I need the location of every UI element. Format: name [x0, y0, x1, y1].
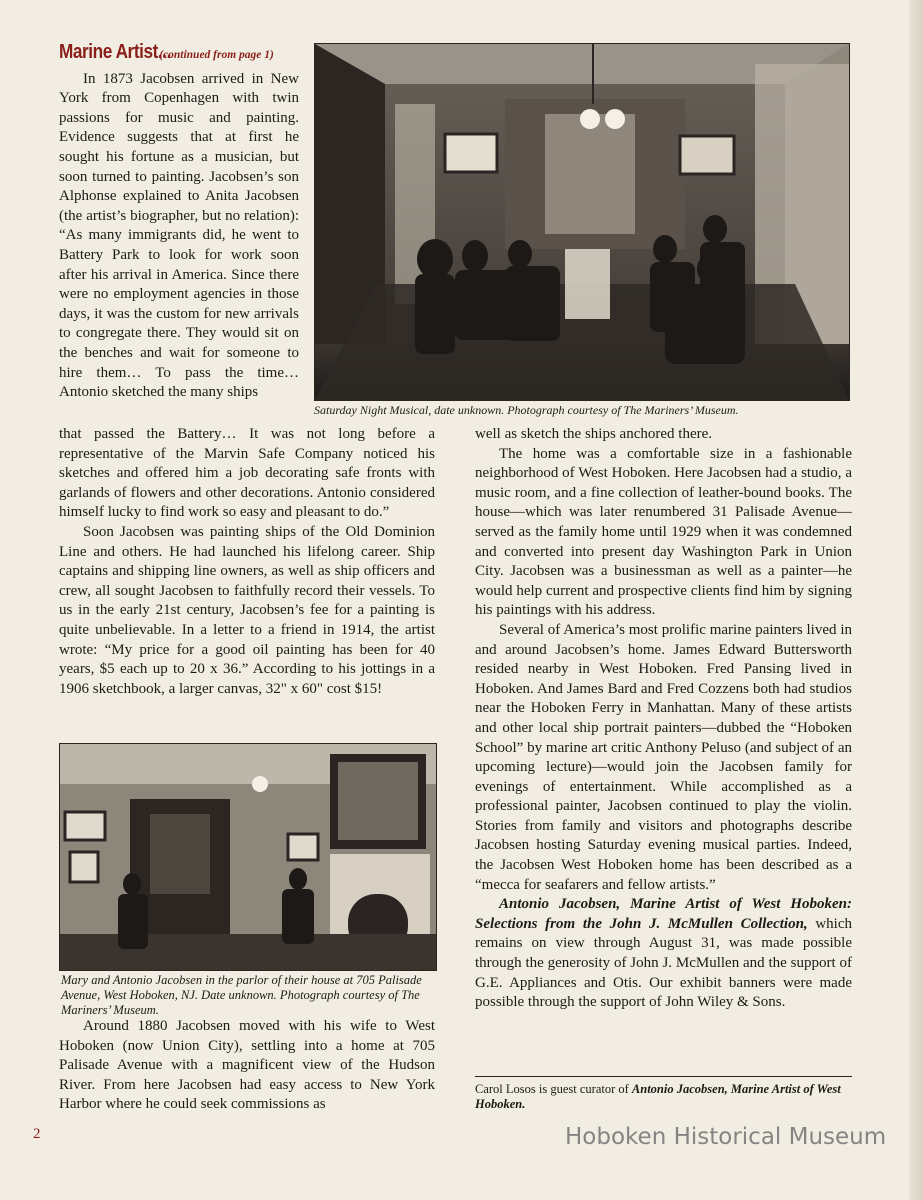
page-edge — [909, 0, 923, 1200]
heading-title: Marine Artist... — [59, 41, 171, 63]
column-2 — [475, 425, 852, 1013]
photo-parlor-caption: Mary and Antonio Jacobsen in the parlor of their house at 705 Palisade Avenue, West Hoboken, NJ. Date unknown. Photograph courtesy of The Mariners’ Museum. — [61, 973, 422, 1017]
photo-parlor — [59, 743, 437, 971]
museum-watermark: Hoboken Historical Museum — [565, 1124, 887, 1150]
paragraph-credits — [475, 895, 852, 1013]
paragraph: that passed the Battery… It was not long before a representative of the Marvin Safe Company noticed his sketches and offered him a job decorating safe fronts with garlands of flowers and other decorations. Antonio considered himself lucky to find work so easy and pleasant to do.” — [59, 426, 435, 521]
parlor-photo-image — [60, 744, 436, 970]
paragraph: The home was a comfortable size in a fashionable neighborhood of West Hoboken. Here Jacobsen had a studio, a music room, and a fine collection of leather-bound books. The house—which was later renumbered 31 Palisade Avenue—served as the family home until 1929 when it was condemned and converted into present day Washington Park in Union City. Jacobsen was a businessman as well as a painter—he would help current and prospective clients find him by signing his paintings with his address. — [475, 445, 852, 619]
page-number: 2 — [33, 1126, 41, 1142]
column-1-middle — [59, 425, 435, 699]
footnote-title: Antonio Jacobsen, Marine Artist of West Hoboken. — [475, 1082, 841, 1111]
credits-text: which remains on view through August 31, was made possible through the generosity of John J. McMullen and the support of G.E. Appliances and Otis. Our exhibit banners were made possible through the support of John Wiley & Sons. — [475, 915, 852, 1011]
paragraph: well as sketch the ships anchored there. — [475, 426, 713, 442]
column-1-top — [59, 43, 299, 403]
footnote-text: Carol Losos is guest curator of — [475, 1082, 632, 1096]
footnote-rule — [475, 1076, 852, 1077]
footnote — [475, 1082, 860, 1112]
photo-musical — [314, 43, 850, 401]
paragraph: Soon Jacobsen was painting ships of the Old Dominion Line and others. He had launched his lifelong career. Ship captains and shipping line owners, as well as ship officers and crew, all sought Jacobsen to faithfully record their vessels. To us in the early 21st century, Jacobsen’s fee for a painting is quite unbelievable. In a letter to a friend in 1914, the artist wrote: “My price for a good oil painting has been for 40 years, $5 each up to 20 x 36.” According to his jottings in a 1906 sketchbook, a larger canvas, 32" x 60" cost $15! — [59, 523, 435, 697]
column-1-bottom — [59, 1017, 435, 1115]
paragraph: In 1873 Jacobsen arrived in New York from Copenhagen with twin passions for music and painting. Evidence suggests that at first he sought his fortune as a musician, but soon turned to painting. Jacobsen’s son Alphonse explained to Anita Jacobsen (the artist’s biographer, but no relation): “As many immigrants did, he went to Battery Park to look for work soon after his arrival in America. Since there were no employment agencies in those days, it was the custom for new arrivals to congregate there. They would sit on the benches and wait for someone to hire them… To pass the time… Antonio sketched the many ships — [59, 70, 299, 401]
article-heading — [59, 43, 299, 66]
paragraph: Around 1880 Jacobsen moved with his wife to West Hoboken (now Union City), settling into a home at 705 Palisade Avenue with a magnificent view of the Hudson River. From here Jacobsen had easy access to New York Harbor where he could seek commissions as — [59, 1018, 435, 1113]
heading-continued: (continued from page 1) — [159, 49, 274, 61]
exhibit-title: Antonio Jacobsen, Marine Artist of West Hoboken: Selections from the John J. McMullen Collection, — [475, 896, 852, 932]
photo-musical-caption: Saturday Night Musical, date unknown. Photograph courtesy of The Mariners’ Museum. — [314, 403, 739, 417]
musical-photo-image — [315, 44, 849, 400]
paragraph: Several of America’s most prolific marine painters lived in and around Jacobsen’s home. James Edward Buttersworth resided nearby in West Hoboken. Fred Pansing lived in Hoboken. And James Bard and Fred Cozzens both had studios near the Hoboken Ferry in Manhattan. Many of these artists and other local ship portrait painters—dubbed the “Hoboken School” by marine art critic Anthony Peluso (and subject of an upcoming lecture)—would join the Jacobsen family for evenings of entertainment. While accomplished as a professional painter, Jacobsen continued to play the violin. Stories from family and visitors and photographs describe Jacobsen hosting Saturday evening musical parties. Indeed, the Jacobsen West Hoboken home has been described as a “mecca for seafarers and fellow artists.” — [475, 621, 852, 893]
